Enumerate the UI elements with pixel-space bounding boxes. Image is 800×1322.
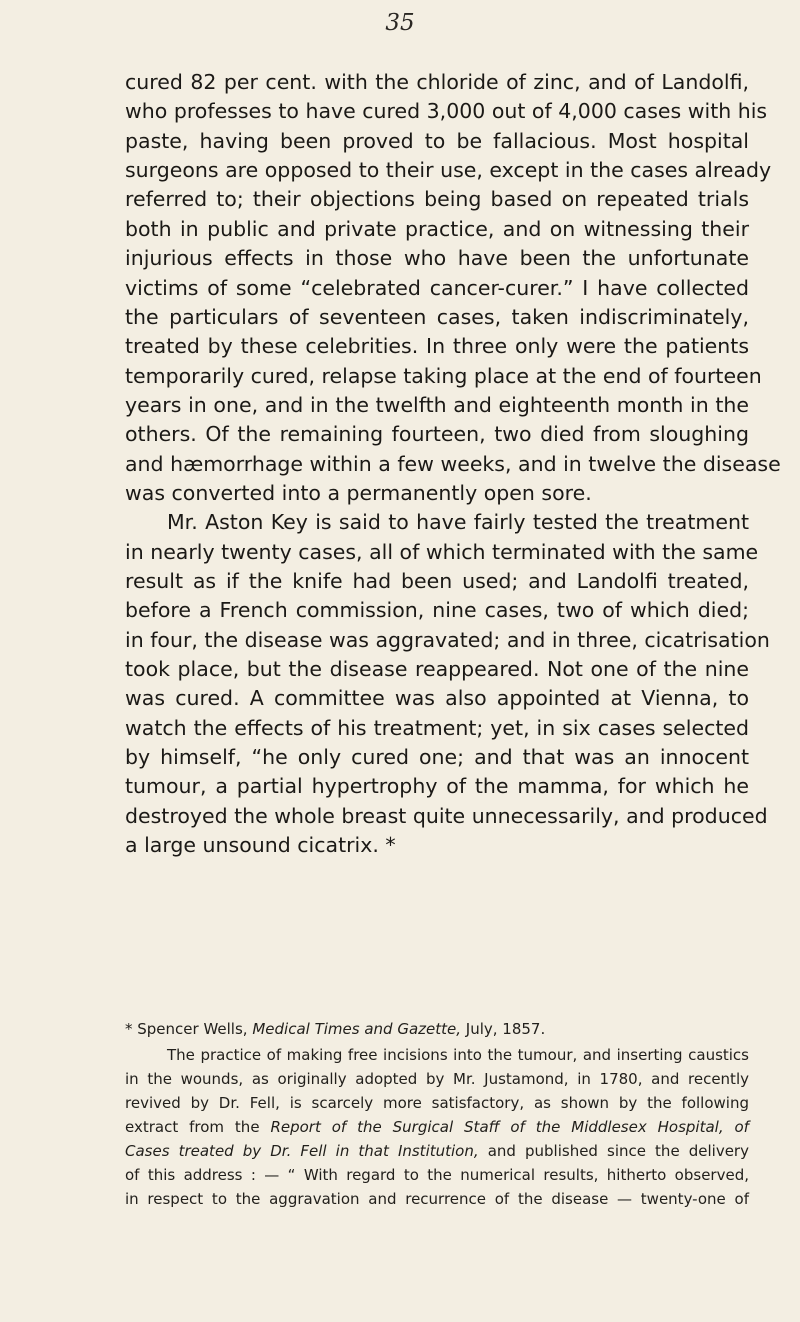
footnote-source-marker: * Spencer Wells, xyxy=(125,1020,248,1038)
body-line xyxy=(125,363,762,388)
body-line xyxy=(125,480,749,505)
footnote-text: extract from the xyxy=(125,1118,260,1136)
footnote-line: of this address : — “ With regard to the numerical results, hitherto observed, xyxy=(125,1166,749,1184)
body-line xyxy=(125,304,749,329)
footnote-report-title-cont: Cases treated by Dr. Fell in that Institution, xyxy=(125,1142,479,1160)
footnote-line xyxy=(125,1120,749,1135)
body-line-text: destroyed the whole breast quite unnecessarily, and produced xyxy=(125,803,768,828)
body-line xyxy=(125,835,749,856)
body-line-text: in nearly twenty cases, all of which terminated with the same xyxy=(125,539,759,564)
body-line xyxy=(125,216,749,241)
footnote-line: The practice of making free incisions into the tumour, and inserting caustics xyxy=(167,1046,749,1064)
body-line xyxy=(125,189,749,210)
body-line-text: was cured. A committee was also appointed at Vienna, to xyxy=(125,686,749,711)
body-line-text: was converted into a permanently open sore. xyxy=(125,480,592,505)
body-line xyxy=(125,627,770,652)
body-line-text: and hæmorrhage within a few weeks, and in twelve the disease xyxy=(125,451,781,476)
body-line xyxy=(125,803,768,828)
body-line-text: both in public and private practice, and on witnessing their xyxy=(125,216,749,241)
body-line-text: by himself, “he only cured one; and that was an innocent xyxy=(125,745,749,770)
body-line-text: surgeons are opposed to their use, except in the cases already xyxy=(125,158,772,183)
footnote-report-title: Report of the Surgical Staff of the Middlesex Hospital, of xyxy=(270,1118,749,1136)
body-line xyxy=(125,688,749,709)
body-line-text: referred to; their objections being based on repeated trials xyxy=(125,187,749,212)
body-line xyxy=(125,451,781,476)
body-line xyxy=(125,571,749,592)
body-line-text: a large unsound cicatrix. * xyxy=(125,833,396,858)
body-line-text: others. Of the remaining fourteen, two died from sloughing xyxy=(125,422,749,447)
body-line xyxy=(125,600,749,621)
body-line-text: watch the effects of his treatment; yet, in six cases selected xyxy=(125,715,749,740)
body-line xyxy=(125,336,749,357)
body-line-text: in four, the disease was aggravated; and in three, cicatrisation xyxy=(125,627,770,652)
body-line xyxy=(125,659,749,680)
body-line xyxy=(125,776,749,797)
body-line xyxy=(125,747,749,768)
body-line-text: the particulars of seventeen cases, taken indiscriminately, xyxy=(125,304,749,329)
body-line xyxy=(125,72,749,93)
footnote-source-date: July, 1857. xyxy=(465,1020,546,1038)
footnote-line: revived by Dr. Fell, is scarcely more satisfactory, as shown by the following xyxy=(125,1094,749,1112)
body-line xyxy=(125,275,749,300)
footnote-line: in the wounds, as originally adopted by Mr. Justamond, in 1780, and recently xyxy=(125,1070,749,1088)
body-line-text: result as if the knife had been used; and Landolfi treated, xyxy=(125,569,749,593)
body-line-text: years in one, and in the twelfth and eighteenth month in the xyxy=(125,392,749,417)
body-line-text: injurious effects in those who have been the unfortunate xyxy=(125,246,749,271)
body-line xyxy=(125,128,749,153)
body-line-text: tumour, a partial hypertrophy of the mamma, for which he xyxy=(125,774,749,799)
body-line-text: who professes to have cured 3,000 out of 4,000 cases with his xyxy=(125,99,768,124)
body-line-text: temporarily cured, relapse taking place at the end of fourteen xyxy=(125,363,762,388)
body-line xyxy=(125,392,749,417)
body-line xyxy=(167,512,749,533)
body-line xyxy=(125,715,749,740)
footnote-source-title: Medical Times and Gazette, xyxy=(252,1020,461,1038)
body-line-text: before a French commission, nine cases, two of which died; xyxy=(125,598,749,623)
body-line xyxy=(125,424,749,445)
footnote-source-line xyxy=(125,1022,545,1037)
footnote-line: in respect to the aggravation and recurrence of the disease — twenty-one of xyxy=(125,1190,749,1208)
body-line xyxy=(125,539,759,564)
body-line-text: took place, but the disease reappeared. Not one of the nine xyxy=(125,657,749,681)
body-line-text: Mr. Aston Key is said to have fairly tested the treatment xyxy=(167,510,749,535)
page-number: 35 xyxy=(385,10,415,36)
body-line-text: treated by these celebrities. In three only were the patients xyxy=(125,334,749,359)
body-line-text: cured 82 per cent. with the chloride of zinc, and of Landolfi, xyxy=(125,70,749,94)
footnote-text: and published since the delivery xyxy=(487,1142,749,1160)
footnote-line xyxy=(125,1144,749,1159)
body-line-text: victims of some “celebrated cancer-curer.” I have collected xyxy=(125,275,749,300)
body-line xyxy=(125,158,772,183)
body-line xyxy=(125,99,768,124)
body-line xyxy=(125,248,749,269)
body-line-text: paste, having been proved to be fallacious. Most hospital xyxy=(125,128,749,153)
